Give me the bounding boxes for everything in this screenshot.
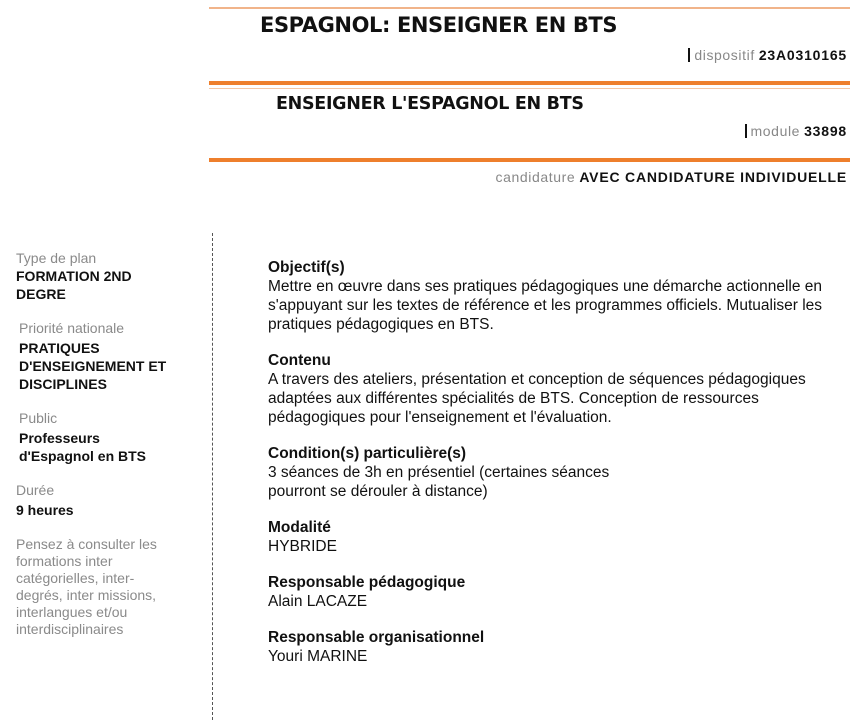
contenu-body: A travers des ateliers, présentation et conception de séquences pédagogiques adaptées aux différentes spécialités de BTS. Conception de ressources pédagogiques pour l'enseignement et l'évaluation. [268, 371, 806, 426]
conditions-title: Condition(s) particulière(s) [268, 445, 467, 462]
conditions-body: 3 séances de 3h en présentiel (certaines séances pourront se dérouler à distance) [268, 464, 610, 500]
separator-bar [688, 48, 690, 62]
type-plan-group [16, 250, 196, 303]
dispositif-label: dispositif [694, 47, 755, 63]
duree-label: Durée [16, 482, 55, 498]
modalite-body: HYBRIDE [268, 538, 337, 555]
modalite-section [268, 518, 850, 556]
resp-orga-title: Responsable organisationnel [268, 629, 485, 646]
type-plan-label: Type de plan [16, 250, 97, 266]
dispositif-line [688, 47, 847, 63]
resp-orga-section [268, 628, 850, 666]
objectifs-section [268, 258, 850, 334]
objectifs-title: Objectif(s) [268, 259, 345, 276]
resp-peda-title: Responsable pédagogique [268, 574, 466, 591]
module-line [745, 123, 847, 139]
contenu-section [268, 351, 850, 427]
public-group [16, 410, 196, 465]
module-label: module [750, 123, 801, 139]
module-value: 33898 [804, 123, 847, 139]
header-divider-rule-light [209, 88, 850, 89]
resp-peda-section [268, 573, 850, 611]
sidebar [16, 250, 196, 638]
main-content [268, 258, 850, 683]
candidature-line [496, 169, 847, 185]
priorite-label: Priorité nationale [19, 320, 125, 336]
public-value: Professeurs d'Espagnol en BTS [19, 430, 147, 464]
duree-value: 9 heures [16, 502, 74, 518]
priorite-group [16, 320, 196, 393]
type-plan-value: FORMATION 2ND DEGRE [16, 268, 132, 302]
column-divider [212, 233, 213, 720]
public-label: Public [19, 410, 58, 426]
contenu-title: Contenu [268, 352, 331, 369]
consult-note: Pensez à consulter les formations inter catégorielles, inter-degrés, inter missions, interlangues et/ou interdisciplinaires [16, 536, 157, 637]
module-title: ENSEIGNER L'ESPAGNOL EN BTS [276, 94, 584, 114]
resp-peda-body: Alain LACAZE [268, 593, 368, 610]
dispositif-value: 23A0310165 [758, 47, 847, 63]
conditions-section [268, 444, 850, 501]
objectifs-body: Mettre en œuvre dans ses pratiques pédagogiques une démarche actionnelle en s'appuyant sur les textes de référence et les programmes officiels. Mutualiser les pratiques pédagogiques en BTS. [268, 278, 823, 333]
separator-bar [745, 124, 747, 138]
candidature-label: candidature [495, 169, 576, 185]
priorite-value: PRATIQUES D'ENSEIGNEMENT ET DISCIPLINES [19, 340, 167, 392]
module-divider-rule [209, 158, 850, 162]
header-top-rule [209, 7, 850, 9]
resp-orga-body: Youri MARINE [268, 648, 368, 665]
duree-group [16, 482, 196, 519]
candidature-value: AVEC CANDIDATURE INDIVIDUELLE [579, 169, 847, 185]
page-title: ESPAGNOL: ENSEIGNER EN BTS [260, 13, 618, 37]
modalite-title: Modalité [268, 519, 331, 536]
header-divider-rule [209, 81, 850, 85]
